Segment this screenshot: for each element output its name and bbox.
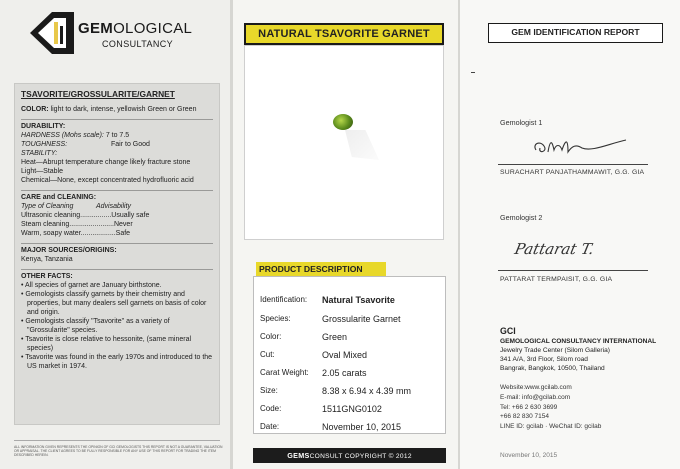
gemologist2-name: PATTARAT TERMPAISIT, G.G. GIA (500, 276, 613, 283)
sources-text: Kenya, Tanzania (21, 256, 73, 263)
brand-sub: CONSULTANCY (102, 39, 174, 49)
fact-item: • All species of garnet are January birthstone. (21, 282, 162, 289)
gemologist1-name: SURACHART PANJATHAMMAWIT, G.G. GIA (500, 169, 645, 176)
gemsconsult-footer: GEMSCONSULT COPYRIGHT © 2012 (253, 448, 446, 463)
care-row: Steam cleaning.......................Never (21, 221, 133, 228)
durability-heading: DURABILITY: (21, 123, 66, 130)
divider (14, 440, 220, 441)
product-description-heading: PRODUCT DESCRIPTION (256, 262, 386, 276)
email-text: E-mail: info@gcilab.com (500, 394, 571, 401)
care-row: Warm, soapy water..................Safe (21, 230, 131, 237)
gem-photo (244, 45, 444, 240)
stability-heat: Heat—Abrupt temperature change likely fracture stone (21, 159, 191, 166)
org-short: GCI (500, 326, 516, 336)
stability-light: Light—Stable (21, 168, 64, 175)
disclaimer-text: ALL INFORMATION GIVEN REPRESENTS THE OPINION OF GCI GEMOLOGISTS THIS REPORT IS NOT A GUARANTEE, VALUATION OR APPRAISAL. THE CLIENT AGREES TO BE FULLY RESPONSIBLE FOR ANY USE OF THIS REPORT FOR TRADING THE ITEM DESCRIBED HEREIN. (14, 445, 223, 458)
gem-watermark (345, 130, 379, 160)
gemologist2-label: Gemologist 2 (500, 213, 543, 222)
brand-logo (30, 12, 210, 54)
fact-item: • Tsavorite is close relative to hessonite, (same mineral species) (21, 336, 192, 352)
gemologist1-signature (530, 130, 630, 160)
care-heading: CARE and CLEANING: (21, 194, 97, 201)
fax-text: +66 82 830 7154 (500, 413, 549, 420)
tsavorite-gem-image (333, 114, 353, 130)
stability-label: STABILITY: (21, 150, 58, 157)
product-description-table: Identification: Natural Tsavorite Species: Grossularite Garnet Color: Green Cut: Oval Mixed Carat Weight: 2.05 carats Size: 8.38 x 6.94 x 4.39 mm Code: 1511GNG0102 Date: November 10, 2015 (253, 276, 446, 434)
address-line: Jewelry Trade Center (Silom Galleria) (500, 347, 610, 354)
gem-info-box (14, 83, 220, 425)
fact-item: • Tsavorite was found in the early 1970s and introduced to the US market in 1974. (21, 354, 213, 370)
hardness-row: HARDNESS (Mohs scale): 7 to 7.5 (21, 132, 130, 139)
stability-chemical: Chemical—None, except concentrated hydrofluoric acid (21, 177, 194, 184)
signature-line (498, 270, 648, 271)
color-info: COLOR: light to dark, intense, yellowish Green or Green (21, 106, 197, 113)
signature-line (498, 164, 648, 165)
fact-item: • Gemologists classify "Tsavorite" as a variety of "Grossularite" species. (21, 318, 170, 334)
org-full-name: GEMOLOGICAL CONSULTANCY INTERNATIONAL (500, 338, 657, 345)
tel-text: Tel: +66 2 630 3699 (500, 404, 558, 411)
address-line: 341 A/A, 3rd Floor, Silom road (500, 356, 588, 363)
gemologist2-signature: Pattarat T. (513, 240, 596, 258)
gem-family-title: TSAVORITE/GROSSULARITE/GARNET (21, 89, 175, 99)
care-columns: Type of Cleaning Advisability (21, 203, 132, 210)
brand-name: GEMOLOGICAL (78, 20, 193, 37)
line-text: LINE ID: gcilab · WeChat ID: gcilab (500, 423, 602, 430)
website-text: Website:www.gcilab.com (500, 384, 572, 391)
fact-item: • Gemologists classify garnets by their chemistry and properties, but many dealers sell garnets on basis of color and origin. (21, 291, 207, 316)
care-row: Ultrasonic cleaning................Usually safe (21, 212, 150, 219)
hole-mark (471, 72, 475, 73)
report-date: November 10, 2015 (500, 452, 558, 459)
address-line: Bangrak, Bangkok, 10500, Thailand (500, 365, 605, 372)
toughness-row: TOUGHNESS: Fair to Good (21, 141, 150, 148)
gemologist1-label: Gemologist 1 (500, 118, 543, 127)
gci-logo-icon (30, 12, 74, 54)
report-title: GEM IDENTIFICATION REPORT (488, 23, 663, 43)
facts-heading: OTHER FACTS: (21, 273, 73, 280)
product-title: NATURAL TSAVORITE GARNET (244, 23, 444, 45)
sources-heading: MAJOR SOURCES/ORIGINS: (21, 247, 117, 254)
